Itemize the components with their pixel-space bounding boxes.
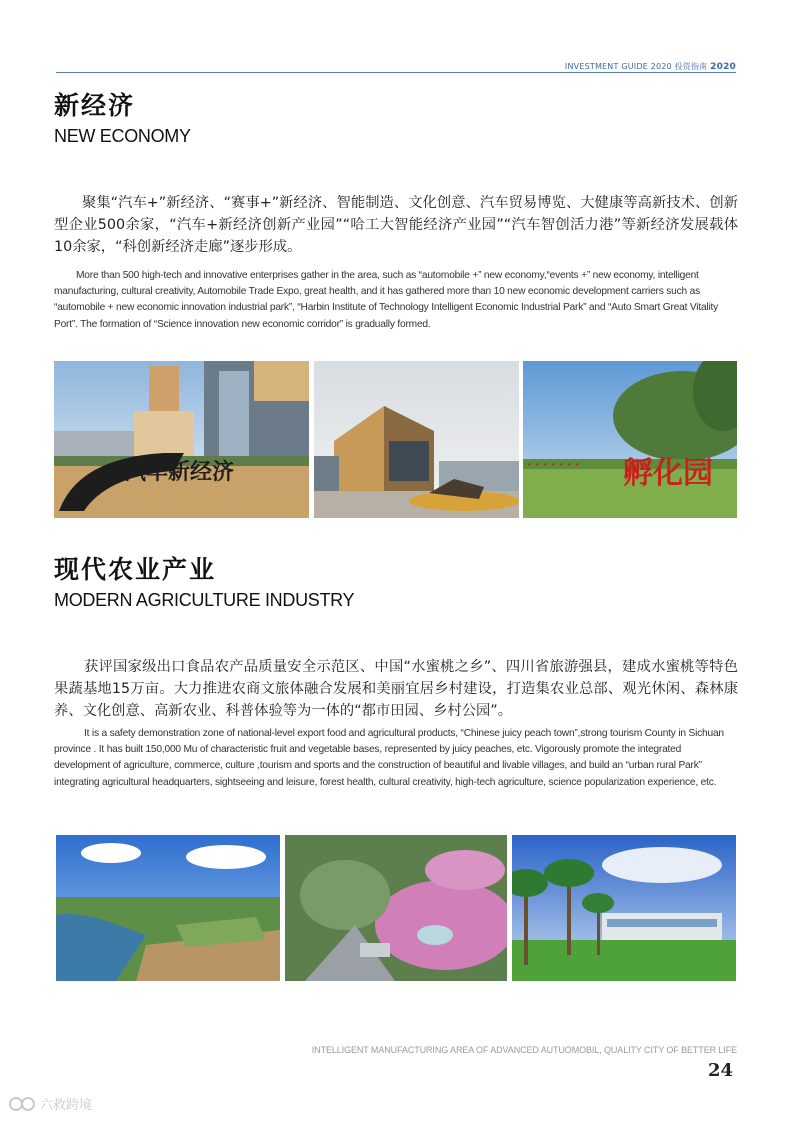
- section2-paragraph-cn: 获评国家级出口食品农产品质量安全示范区、中国“水蜜桃之乡”、四川省旅游强县，建成水蜜桃等特色果蔬基地15万亩。大力推进农商文旅体融合发展和美丽宜居乡村建设，打造集农业总部、观光休闲、森林康养、文化创意、高新农业、科普体验等为一体的“都市田园、乡村公园”。: [54, 659, 738, 719]
- section1-title-cn: 新经济: [54, 91, 136, 120]
- industrial-park-photo: [54, 361, 309, 518]
- section1-paragraph-cn: 聚集“汽车+”新经济、“赛事+”新经济、智能制造、文化创意、汽车贸易博览、大健康等高新技术、创新型企业500余家，“汽车+新经济创新产业园”“哈工大智能经济产业园”“汽车智创活力港”等新经济发展载体10余家，“科创新经济走廊”逐步形成。: [54, 195, 738, 255]
- svg-text:· · · · · · ·: · · · · · · ·: [527, 458, 580, 471]
- section1-title-en: NEW ECONOMY: [54, 126, 191, 146]
- footer-slogan: INTELLIGENT MANUFACTURING AREA OF ADVANCED AUTUOMOBIL, QUALITY CITY OF BETTER LIFE: [311, 1045, 737, 1055]
- watermark: [8, 1094, 92, 1113]
- incubation-park-photo: [523, 361, 737, 518]
- sign-text: 汽车新经济: [124, 460, 235, 485]
- section2-title-cn: 现代农业产业: [54, 555, 217, 584]
- section1-paragraph-en: More than 500 high-tech and innovative enterprises gather in the area, such as “automobile +” new economy,“events +” new economy, intelligent manufacturing, cultural creativity, Automobile Trade Expo, great health, and it has gathered more than 10 new economic development carriers such as “automobile + new economic innovation industrial park”, “Harbin Institute of Technology Intelligent Economic Industrial Park” and “Auto Smart Great Vitality Port”. The formation of “Science innovation new economic corridor” is gradually formed.: [54, 270, 719, 330]
- section2-title-en: MODERN AGRICULTURE INDUSTRY: [54, 590, 355, 610]
- watermark-text: 六救跨境: [40, 1098, 93, 1113]
- running-header-text: INVESTMENT GUIDE 2020 投资指南: [564, 62, 708, 71]
- park-sign-text: 孵化园: [623, 456, 713, 491]
- watermark-logo-icon: [8, 1095, 36, 1113]
- palm-tree-lawn-photo: [512, 835, 736, 981]
- office-building-photo: [314, 361, 519, 518]
- running-header: [565, 61, 736, 72]
- header-divider: [56, 72, 736, 73]
- running-header-year: 2020: [710, 62, 736, 72]
- flower-park-aerial-photo: [285, 835, 507, 981]
- section2-paragraph-en: It is a safety demonstration zone of national-level export food and agricultural products, “Chinese juicy peach town”,strong tourism County in Sichuan province . It has built 150,000 Mu of characteristic fruit and vegetable bases, represented by juicy peaches, etc. Vigorously promote the integrated development of agriculture, commerce, culture ,tourism and sports and the construction of beautiful and livable villages, and build an “urban rural Park” integrating agricultural headquarters, sightseeing and leisure, forest health, cultural creativity, high-tech agriculture, science popularization experience, etc.: [54, 728, 724, 788]
- page-number: 24: [707, 1060, 733, 1081]
- aerial-farmland-photo: [56, 835, 280, 981]
